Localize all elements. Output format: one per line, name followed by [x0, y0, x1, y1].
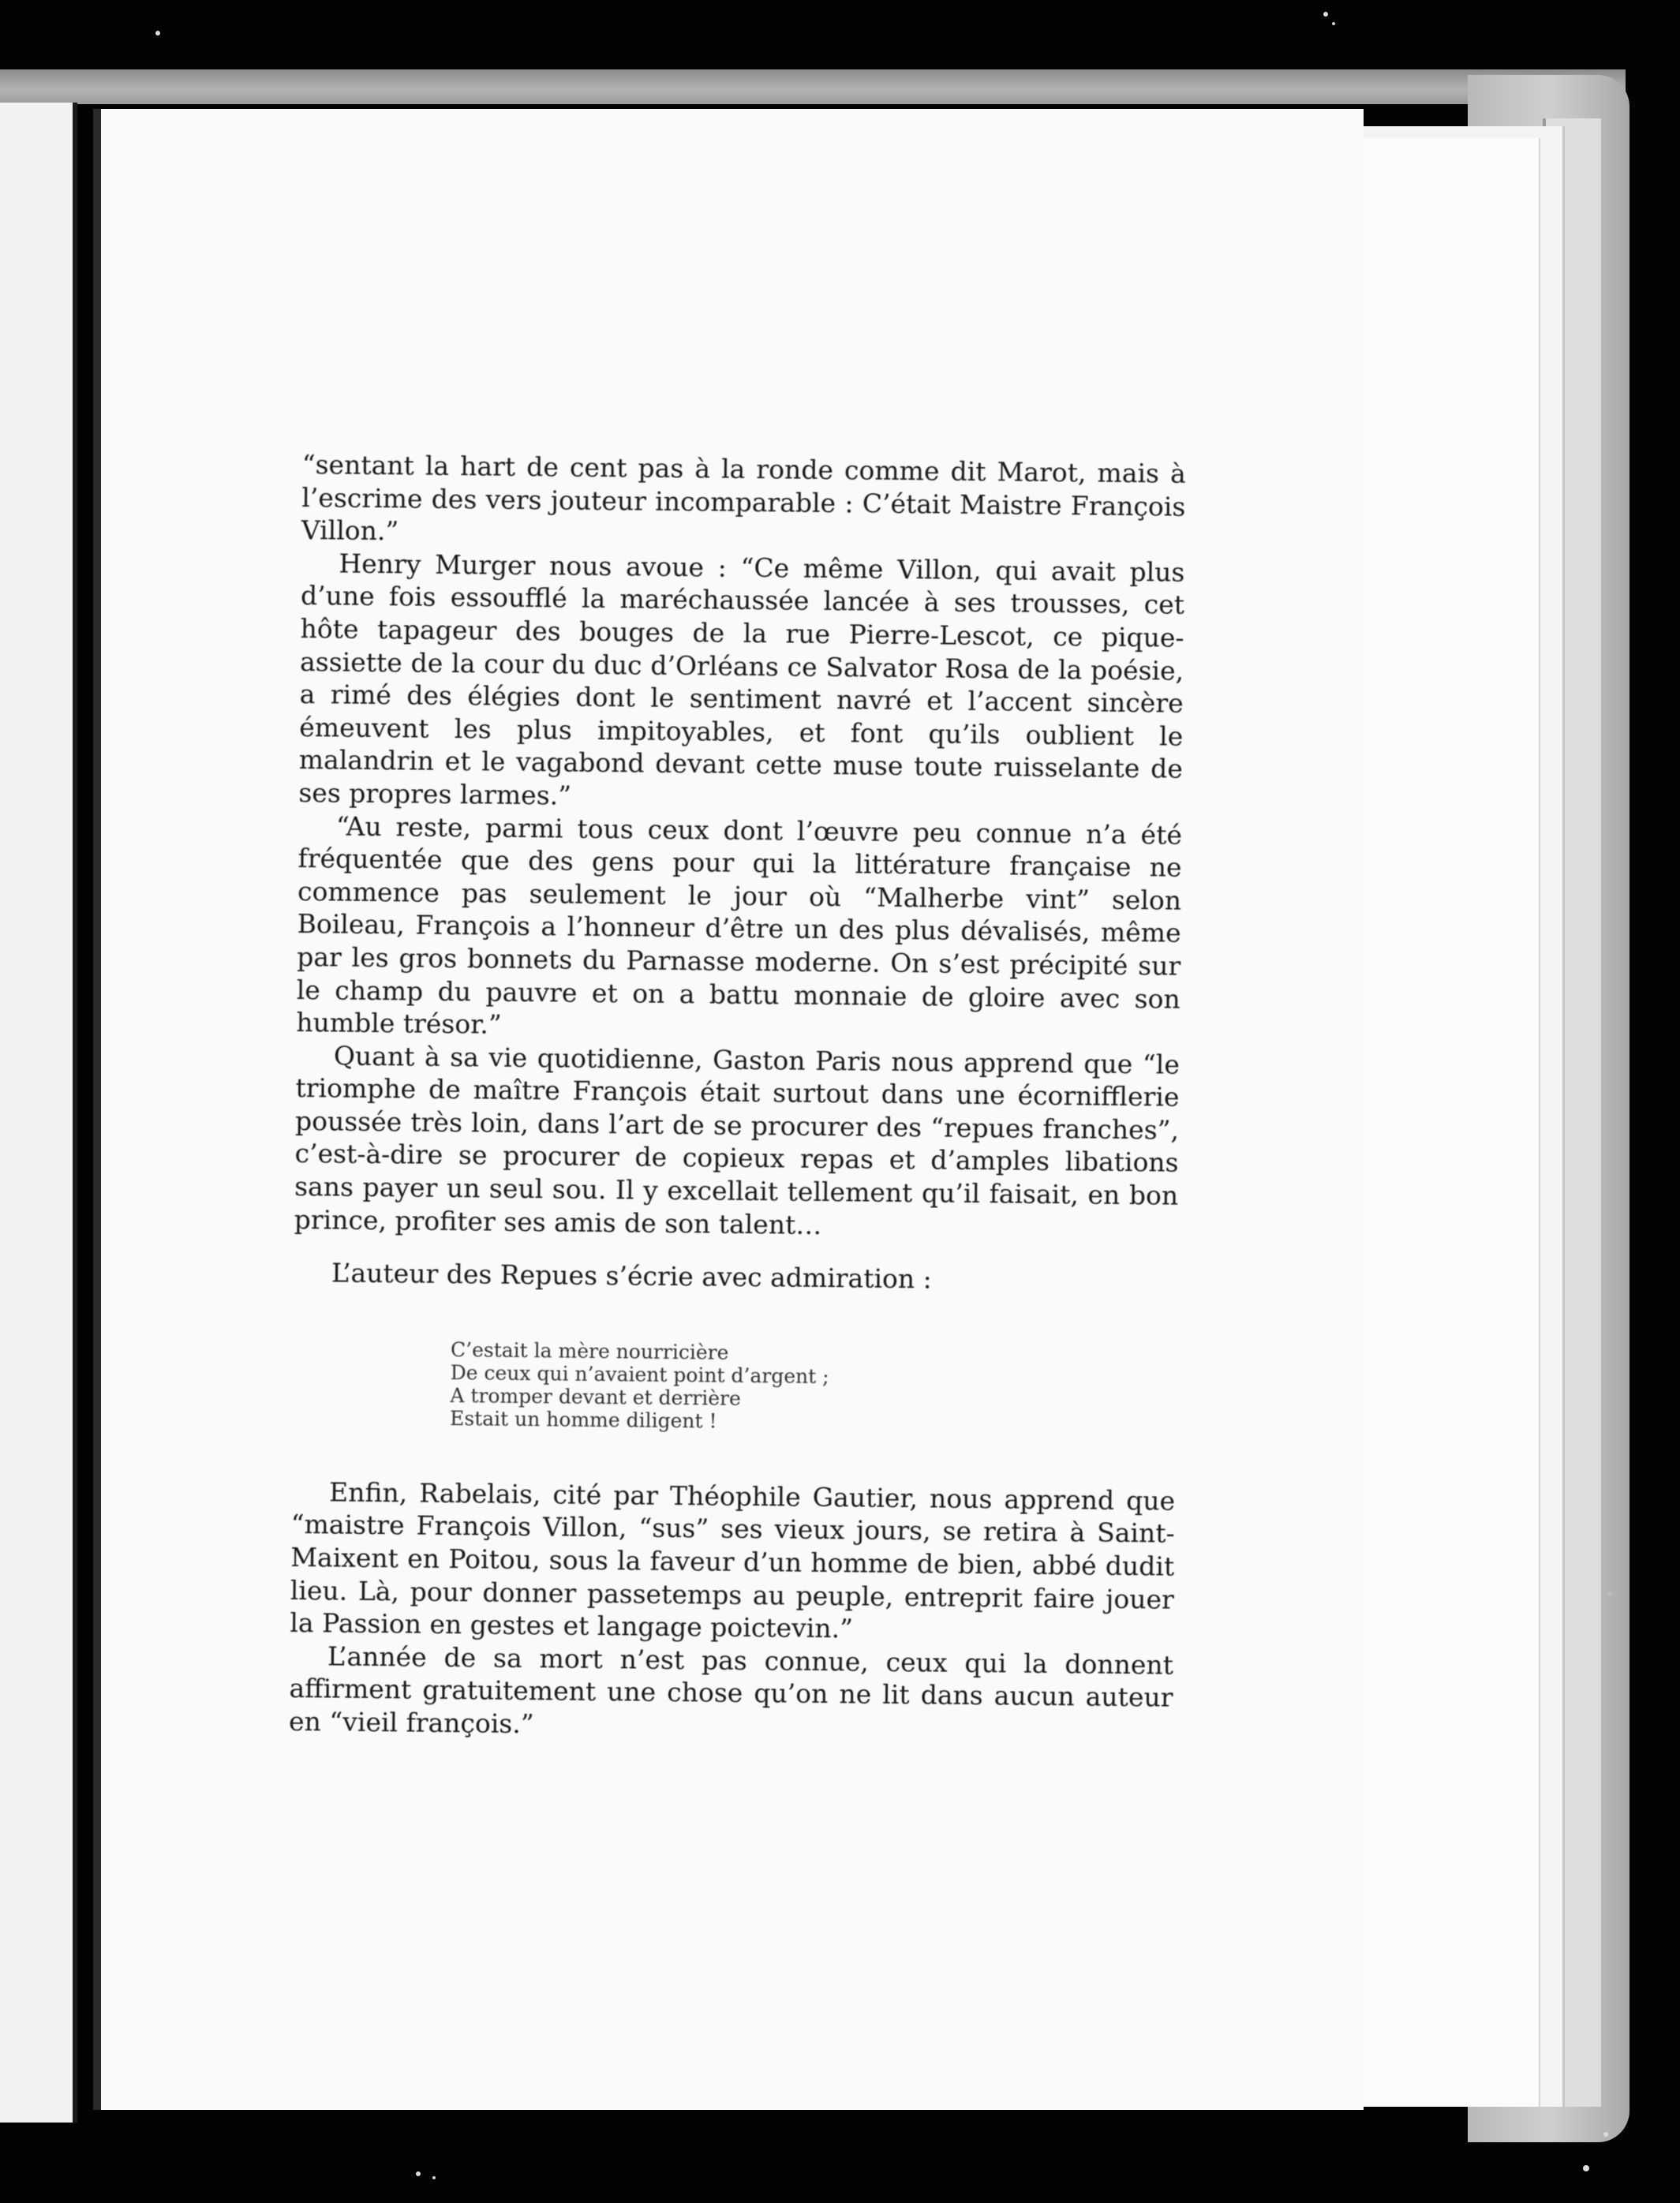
- previous-page-edge: [0, 103, 77, 2123]
- paragraph-6: Enfin, Rabelais, cité par Théophile Gautier, nous apprend que “maistre François Villon, “sus” ses vieux jours, se retira à Saint-Maixent en Poitou, sous la faveur d’un homme de bien, abbé dudit lieu. Là, pour donner passetemps au peuple, entreprit faire jouer la Passion en gestes et langage poictevin.”: [290, 1476, 1176, 1644]
- verse-line-4: Estait un homme diligent !: [449, 1406, 717, 1433]
- paragraph-3: “Au reste, parmi tous ceux dont l’œuvre peu connue n’a été fréquentée que des gens pour qui la littérature française ne commence pas seulement le jour où “Malherbe vint” selon Boileau, François a l’honneur d’être un des plus dévalisés, même par les gros bonnets du Parnasse moderne. On s’est précipité sur le champ du pauvre et on a battu monnaie de gloire avec son humble trésor.”: [296, 810, 1183, 1040]
- verse-line-2: De ceux qui n’avaient point d’argent ;: [450, 1360, 829, 1388]
- closing-section: [289, 1476, 1175, 1747]
- verse-line-3: A tromper devant et derrière: [450, 1383, 741, 1410]
- underlying-leaf-2: [1341, 138, 1540, 2107]
- verse-quote: [450, 1338, 1177, 1438]
- paragraph-4: Quant à sa vie quotidienne, Gaston Paris nous apprend que “le triomphe de maître François était surtout dans une écornifflerie poussée très loin, dans l’art de se procurer des “repues franches”, c’est-à-dire se procurer de copieux repas et d’amples libations sans payer un seul sou. Il y excellait tellement qu’il faisait, en bon prince, profiter ses amis de son talent…: [294, 1040, 1180, 1240]
- page-text: [289, 448, 1186, 1747]
- paragraph-1: “sentant la hart de cent pas à la ronde comme dit Marot, mais à l’escrime des vers jouteur incomparable : C’était Maistre François Villon.”: [301, 448, 1186, 547]
- book-page: [93, 109, 1364, 2110]
- paragraph-7: L’année de sa mort n’est pas connue, ceux qui la donnent affirment gratuitement une chose qu’on ne lit dans aucun auteur en “vieil françois.”: [288, 1640, 1174, 1740]
- verse-line-1: C’estait la mère nourricière: [450, 1337, 729, 1364]
- paragraph-5: L’auteur des Repues s’écrie avec admiration :: [331, 1257, 932, 1295]
- book-top-edge: [0, 69, 1626, 104]
- paragraph-2: Henry Murger nous avoue : “Ce même Villon, qui avait plus d’une fois essoufflé la maréchaussée lancée à ses trousses, cet hôte tapageur des bouges de la rue Pierre-Lescot, ce pique-assiette de la cour du duc d’Orléans ce Salvator Rosa de la poésie, a rimé des élégies dont le sentiment navré et l’accent sincère émeuvent les plus impitoyables, et font qu’ils oublient le malandrin et le vagabond devant cette muse toute ruisselante de ses propres larmes.”: [298, 548, 1185, 811]
